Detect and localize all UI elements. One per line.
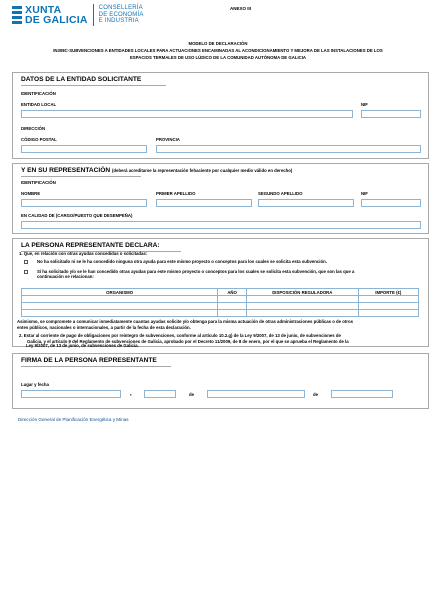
representacion-title <box>21 167 292 174</box>
table-row <box>22 296 419 303</box>
primer-apellido-field[interactable] <box>156 199 252 207</box>
rep-identificacion-label: IDENTIFICACIÓN <box>21 180 56 185</box>
col-disposicion: DISPOSICIÓN REGULADORA <box>246 289 358 296</box>
mes-field[interactable] <box>207 390 305 398</box>
opt-si-solicitado-text-2: continuación se relacionan: <box>37 274 94 279</box>
segundo-apellido-field[interactable] <box>258 199 354 207</box>
firma-title: FIRMA DE LA PERSONA REPRESENTANTE <box>21 357 157 364</box>
document-subtitle-1: IN308C-SUBVENCIONES A ENTIDADES LOCALES PARA ACTUACIONES ENCAMINADAS AL ACONDICIONAMIENTO Y MEJORA DE LAS INSTALACIONES DE LOS <box>53 48 383 53</box>
logo-line-1: XUNTA <box>25 4 62 16</box>
document-subtitle-2: ESPACIOS TERMALES DE USO LÚDICO DE LA COMUNIDAD AUTÓNOMA DE GALICIA <box>129 55 307 60</box>
declara-section <box>12 238 429 347</box>
logo-line-2: DE GALICIA <box>25 14 88 26</box>
nombre-label: NOMBRE <box>21 191 41 196</box>
solicitante-title-underline <box>21 85 166 86</box>
solicitante-section <box>12 72 429 159</box>
solicitante-title: DATOS DE LA ENTIDAD SOLICITANTE <box>21 76 142 83</box>
representacion-title-underline <box>21 176 141 177</box>
col-ano: AÑO <box>218 289 247 296</box>
firma-title-underline <box>21 366 171 367</box>
ayudas-table-header <box>22 289 419 296</box>
declara-title: LA PERSONA REPRESENTANTE DECLARA: <box>21 242 160 249</box>
lugar-field[interactable] <box>21 390 121 398</box>
de-label-1: de <box>189 392 195 397</box>
ayudas-table <box>21 288 419 317</box>
logo-sub-2: DE ECONOMÍA <box>98 11 144 18</box>
representacion-note: (deberá acreditarse la representación fehaciente por cualquier medio válido en derecho) <box>112 168 293 173</box>
rep-nif-field[interactable] <box>361 199 421 207</box>
representacion-title-text: Y EN SU REPRESENTACIÓN <box>21 167 111 174</box>
ano-field[interactable] <box>331 390 393 398</box>
opt-si-solicitado-text-1: Sí ha solicitado y/o se le han concedido otras ayudas para este mismo proyecto o conceptos para los cuales se solicita esta subvención, que son las que a <box>37 269 355 274</box>
nif-field[interactable] <box>361 110 421 118</box>
segundo-apellido-label: SEGUNDO APELLIDO <box>258 191 303 196</box>
nombre-field[interactable] <box>21 199 147 207</box>
codigo-postal-field[interactable] <box>21 145 147 153</box>
logo-sub-1: CONSELLERÍA <box>98 5 143 12</box>
asimismo-text-2: entes públicos, nacionales o internacionales, a partir de la fecha de esta declaración. <box>17 324 191 330</box>
en-calidad-field[interactable] <box>21 221 421 229</box>
comma-label: , <box>130 391 132 397</box>
table-row <box>22 303 419 310</box>
col-organismo: ORGANISMO <box>22 289 218 296</box>
opt-no-solicitado-text: No ha solicitado ni se le ha concedido ninguna otra ayuda para este mismo proyecto o conceptos para los cuales se solicita esta subvención. <box>37 259 327 264</box>
logo-sub-3: E INDUSTRIA <box>98 18 139 25</box>
xunta-logo-mark-icon <box>12 5 22 25</box>
provincia-label: PROVINCIA <box>156 137 180 142</box>
provincia-field[interactable] <box>156 145 421 153</box>
lugar-fecha-label: Lugar y fecha <box>21 382 49 387</box>
declara-item-2-line-2: Galicia, y el artículo 9 del Reglamento de subvenciones de Galicia, aprobado por el Decreto 11/2009, de 8 de enero, por el que se aprueba el Reglamento de la <box>27 338 349 344</box>
opt-no-solicitado-checkbox[interactable] <box>24 260 28 264</box>
codigo-postal-label: CÓDIGO POSTAL <box>21 137 57 142</box>
footer-direccion-general: Dirección General de Planificación Energética y Minas <box>18 417 129 422</box>
en-calidad-label: EN CALIDAD DE (CARGO/PUESTO QUE DESEMPEÑA) <box>21 213 133 218</box>
primer-apellido-label: PRIMER APELLIDO <box>156 191 196 196</box>
declara-item-2-line-3: Ley 9/2007, de 13 de junio, de subvenciones de Galicia. <box>26 343 139 348</box>
document-title: MODELO DE DECLARACIÓN <box>188 41 248 46</box>
firma-section <box>12 353 429 409</box>
de-label-2: de <box>313 392 319 397</box>
identificacion-label: IDENTIFICACIÓN <box>21 91 56 96</box>
rep-nif-label: NIF <box>361 191 368 196</box>
direccion-label: DIRECCIÓN <box>21 126 46 131</box>
table-row <box>22 310 419 317</box>
entidad-local-label: ENTIDAD LOCAL <box>21 102 57 107</box>
opt-si-solicitado-checkbox[interactable] <box>24 270 28 274</box>
logo-separator <box>93 4 94 26</box>
anexo-label: ANEXO III <box>230 6 252 11</box>
entidad-local-field[interactable] <box>21 110 353 118</box>
representacion-section <box>12 163 429 234</box>
col-importe: IMPORTE (€) <box>358 289 418 296</box>
asimismo-text-1: Asimismo, se compromete a comunicar inmediatamente cuantas ayudas solicite y/o obtenga para la misma actuación de otras administraciones públicas o de otros <box>17 319 353 324</box>
xunta-logo <box>12 3 144 27</box>
declara-item-2-line-1: 2. Estar al corriente de pago de obligaciones por reintegro de subvenciones, conforme al artículo 10.2.g) de la Ley 9/2007, de 13 de junio, de subvenciones de <box>19 333 341 338</box>
declara-item-1: 1. Que, en relación con otras ayudas concedidas o solicitadas: <box>19 251 148 256</box>
nif-label: NIF <box>361 102 368 107</box>
dia-field[interactable] <box>144 390 176 398</box>
